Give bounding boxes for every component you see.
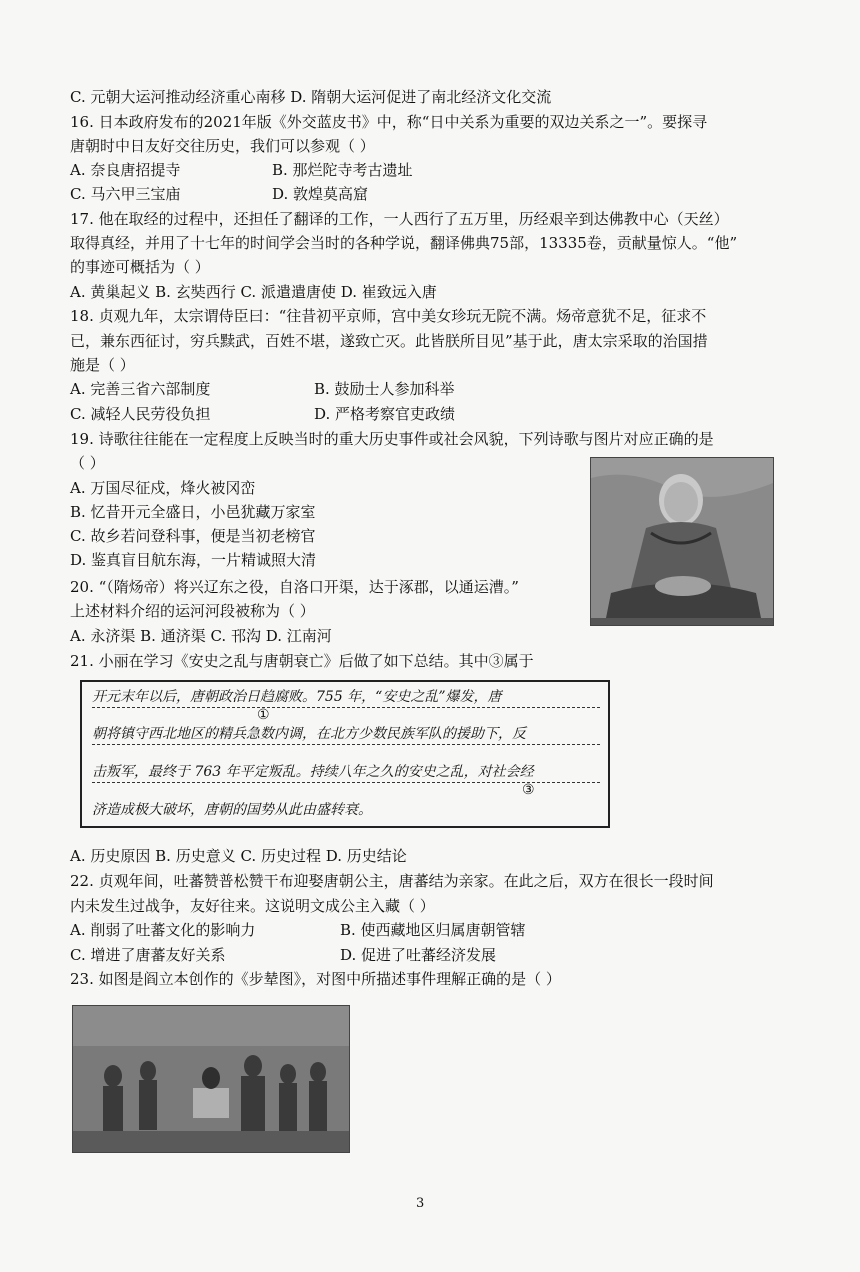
- q17-stem-3: 的事迹可概括为（ ）: [70, 258, 210, 276]
- summary-line-2: 朝将镇守西北地区的精兵急数内调，在北方少数民族军队的援助下，反: [92, 724, 600, 745]
- q19-option-d: D. 鉴真盲目航东海，一片精诚照大清: [70, 551, 317, 569]
- q17-stem-2: 取得真经，并用了十七年的时间学会当时的各种学说，翻译佛典75部，13335卷，贡献量惊人。“他”: [70, 234, 738, 252]
- q19-option-c: C. 故乡若问登科事，便是当初老榜官: [70, 527, 316, 545]
- q23-stem: 23. 如图是阎立本创作的《步辇图》，对图中所描述事件理解正确的是（ ）: [70, 970, 561, 988]
- q21-options: A. 历史原因 B. 历史意义 C. 历史过程 D. 历史结论: [70, 847, 407, 865]
- q18-option-d: D. 严格考察官吏政绩: [314, 405, 456, 423]
- q20-stem-1: 20. “（隋炀帝）将兴辽东之役，自洛口开渠，达于涿郡，以通运漕。”: [70, 578, 519, 596]
- q22-option-a: A. 削弱了吐蕃文化的影响力: [70, 921, 256, 939]
- q16-option-b: B. 那烂陀寺考古遗址: [272, 161, 413, 179]
- q16-option-c: C. 马六甲三宝庙: [70, 185, 181, 203]
- q18-stem-2: 已，兼东西征讨，穷兵黩武，百姓不堪，遂致亡灭。此皆朕所目见”基于此，唐太宗采取的治国措: [70, 332, 708, 350]
- q22-option-d: D. 促进了吐蕃经济发展: [340, 946, 497, 964]
- summary-line-4: 济造成极大破坏，唐朝的国势从此由盛转衰。: [92, 802, 372, 818]
- q19-option-b: B. 忆昔开元全盛日，小邑犹藏万家室: [70, 503, 316, 521]
- q17-stem-1: 17. 他在取经的过程中，还担任了翻译的工作，一人西行了五万里，历经艰辛到达佛教中心（天丝）: [70, 210, 729, 228]
- q18-option-b: B. 鼓励士人参加科举: [314, 380, 455, 398]
- painting-figures: [73, 1006, 349, 1152]
- q22-stem-2: 内未发生过战争，友好往来。这说明文成公主入藏（ ）: [70, 897, 435, 915]
- q19-option-a: A. 万国尽征戍，烽火被冈峦: [70, 479, 256, 497]
- q18-stem-1: 18. 贞观九年，太宗谓侍臣曰：“往昔初平京师，宫中美女珍玩无院不满。炀帝意犹不足，征求不: [70, 307, 707, 325]
- q20-options: A. 永济渠 B. 通济渠 C. 邗沟 D. 江南河: [70, 627, 332, 645]
- q20-stem-2: 上述材料介绍的运河河段被称为（ ）: [70, 602, 315, 620]
- q16-option-a: A. 奈良唐招提寺: [70, 161, 181, 179]
- summary-box: [80, 680, 610, 828]
- q22-option-c: C. 增进了唐蕃友好关系: [70, 946, 226, 964]
- q18-option-c: C. 减轻人民劳役负担: [70, 405, 211, 423]
- q18-stem-3: 施是（ ）: [70, 356, 135, 374]
- summary-line-1: 开元末年以后，唐朝政治日趋腐败。755 年，“安史之乱”爆发，唐: [92, 687, 600, 708]
- page-number: 3: [416, 1196, 425, 1211]
- q18-option-a: A. 完善三省六部制度: [70, 380, 211, 398]
- marker-3: ③: [522, 782, 535, 798]
- q21-stem: 21. 小丽在学习《安史之乱与唐朝衰亡》后做了如下总结。其中③属于: [70, 652, 534, 670]
- marker-1: ①: [257, 707, 270, 723]
- q22-stem-1: 22. 贞观年间，吐蕃赞普松赞干布迎娶唐朝公主，唐蕃结为亲家。在此之后，双方在很长一段时间: [70, 872, 714, 890]
- q22-option-b: B. 使西藏地区归属唐朝管辖: [340, 921, 526, 939]
- q19-stem-2: （ ）: [70, 454, 105, 472]
- q19-stem-1: 19. 诗歌往往能在一定程度上反映当时的重大历史事件或社会风貌，下列诗歌与图片对应正确的是: [70, 430, 714, 448]
- summary-line-3: 击叛军，最终于 763 年平定叛乱。持续八年之久的安史之乱，对社会经: [92, 762, 600, 783]
- q15-options-cd: C. 元朝大运河推动经济重心南移 D. 隋朝大运河促进了南北经济文化交流: [70, 88, 552, 106]
- bunian-tu-painting-image: [72, 1005, 350, 1153]
- q17-options: A. 黄巢起义 B. 玄奘西行 C. 派遣遣唐使 D. 崔致远入唐: [70, 283, 437, 301]
- q16-option-d: D. 敦煌莫高窟: [272, 185, 369, 203]
- q16-stem-2: 唐朝时中日友好交往历史，我们可以参观（ ）: [70, 137, 375, 155]
- q16-stem-1: 16. 日本政府发布的2021年版《外交蓝皮书》中，称“日中关系为重要的双边关系之一”。要探寻: [70, 113, 708, 131]
